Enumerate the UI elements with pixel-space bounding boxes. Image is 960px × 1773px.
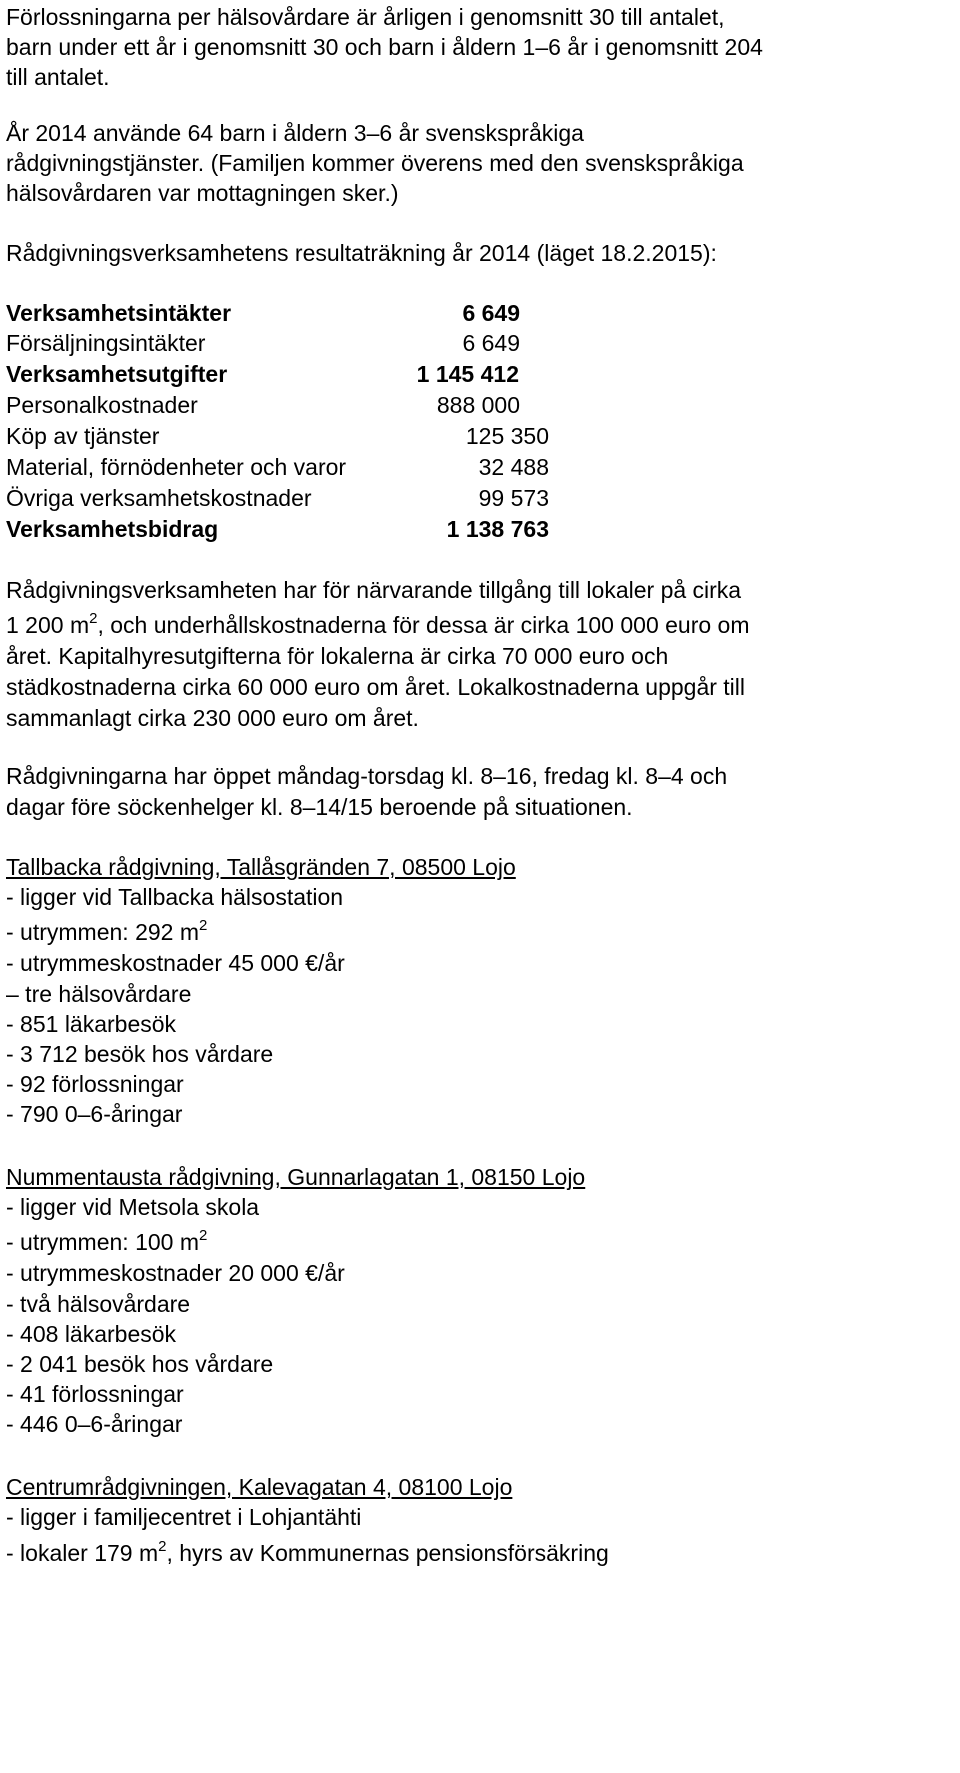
list-item: - 446 0–6-åringar: [6, 1411, 183, 1437]
list-item: - 3 712 besök hos vårdare: [6, 1041, 274, 1067]
statement-label: Verksamhetsbidrag: [6, 516, 219, 542]
list-item: - två hälsovårdare: [6, 1291, 191, 1317]
premises-line-4: städkostnaderna cirka 60 000 euro om året. Lokalkostnaderna uppgår till: [6, 674, 746, 700]
list-item: - 408 läkarbesök: [6, 1321, 177, 1347]
statement-label: Verksamhetsintäkter: [6, 300, 232, 326]
nummentausta-title: Nummentausta rådgivning, Gunnarlagatan 1, 08150 Lojo: [6, 1164, 586, 1190]
hours-line-2: dagar före söckenhelger kl. 8–14/15 beroende på situationen.: [6, 794, 633, 820]
list-item: - 851 läkarbesök: [6, 1011, 177, 1037]
statement-amount: 1 145 412: [416, 361, 519, 387]
list-item: - 790 0–6-åringar: [6, 1101, 183, 1127]
list-item: - ligger i familjecentret i Lohjantähti: [6, 1504, 362, 1530]
statement-amount: 125 350: [465, 423, 549, 449]
list-item: – tre hälsovårdare: [6, 981, 192, 1007]
list-item: - 2 041 besök hos vårdare: [6, 1351, 274, 1377]
list-item: - lokaler 179 $m^2$, hyrs av Kommunernas pensionsförsäkring: [6, 1538, 609, 1566]
list-item: - utrymmen: 100 $m^2$: [6, 1227, 208, 1255]
statement-amount: 6 649: [462, 300, 520, 326]
list-item: - utrymmen: 292 $m^2$: [6, 917, 208, 945]
list-item: - ligger vid Metsola skola: [6, 1194, 260, 1220]
premises-line-1: Rådgivningsverksamheten har för närvarande tillgång till lokaler på cirka: [6, 577, 742, 603]
list-item: - 41 förlossningar: [6, 1381, 184, 1407]
statement-amount: 99 573: [478, 485, 549, 511]
statement-amount: 1 138 763: [446, 516, 549, 542]
statement-label: Övriga verksamhetskostnader: [6, 485, 312, 511]
statement-amount: 32 488: [478, 454, 549, 480]
list-item: - utrymmeskostnader 45 000 €/år: [6, 950, 345, 976]
intro-line-1: Förlossningarna per hälsovårdare är årligen i genomsnitt 30 till antalet,: [6, 4, 725, 30]
hours-line-1: Rådgivningarna har öppet måndag-torsdag kl. 8–16, fredag kl. 8–4 och: [6, 763, 728, 789]
premises-line-5: sammanlagt cirka 230 000 euro om året.: [6, 705, 419, 731]
intro-line-3: till antalet.: [6, 64, 110, 90]
list-item: - 92 förlossningar: [6, 1071, 184, 1097]
statement-heading: Rådgivningsverksamhetens resultaträkning år 2014 (läget 18.2.2015):: [6, 240, 717, 266]
intro-line-5: rådgivningstjänster. (Familjen kommer överens med den svenskspråkiga: [6, 150, 744, 176]
statement-label: Material, förnödenheter och varor: [6, 454, 347, 480]
statement-amount: 6 649: [462, 330, 520, 356]
centrum-title: Centrumrådgivningen, Kalevagatan 4, 08100 Lojo: [6, 1474, 513, 1500]
statement-label: Försäljningsintäkter: [6, 330, 206, 356]
intro-line-4: År 2014 använde 64 barn i åldern 3–6 år svenskspråkiga: [6, 120, 584, 146]
tallbacka-title: Tallbacka rådgivning, Tallåsgränden 7, 08500 Lojo: [6, 854, 516, 880]
statement-label: Personalkostnader: [6, 392, 198, 418]
premises-line-2: 1 200 $m^2$, och underhållskostnaderna för dessa är cirka 100 000 euro om: [6, 610, 750, 638]
intro-line-6: hälsovårdaren var mottagningen sker.): [6, 180, 399, 206]
statement-label: Verksamhetsutgifter: [6, 361, 228, 387]
premises-line-3: året. Kapitalhyresutgifterna för lokalerna är cirka 70 000 euro och: [6, 643, 669, 669]
statement-label: Köp av tjänster: [6, 423, 160, 449]
list-item: - utrymmeskostnader 20 000 €/år: [6, 1260, 345, 1286]
statement-amount: 888 000: [436, 392, 520, 418]
list-item: - ligger vid Tallbacka hälsostation: [6, 884, 344, 910]
intro-line-2: barn under ett år i genomsnitt 30 och barn i åldern 1–6 år i genomsnitt 204: [6, 34, 763, 60]
